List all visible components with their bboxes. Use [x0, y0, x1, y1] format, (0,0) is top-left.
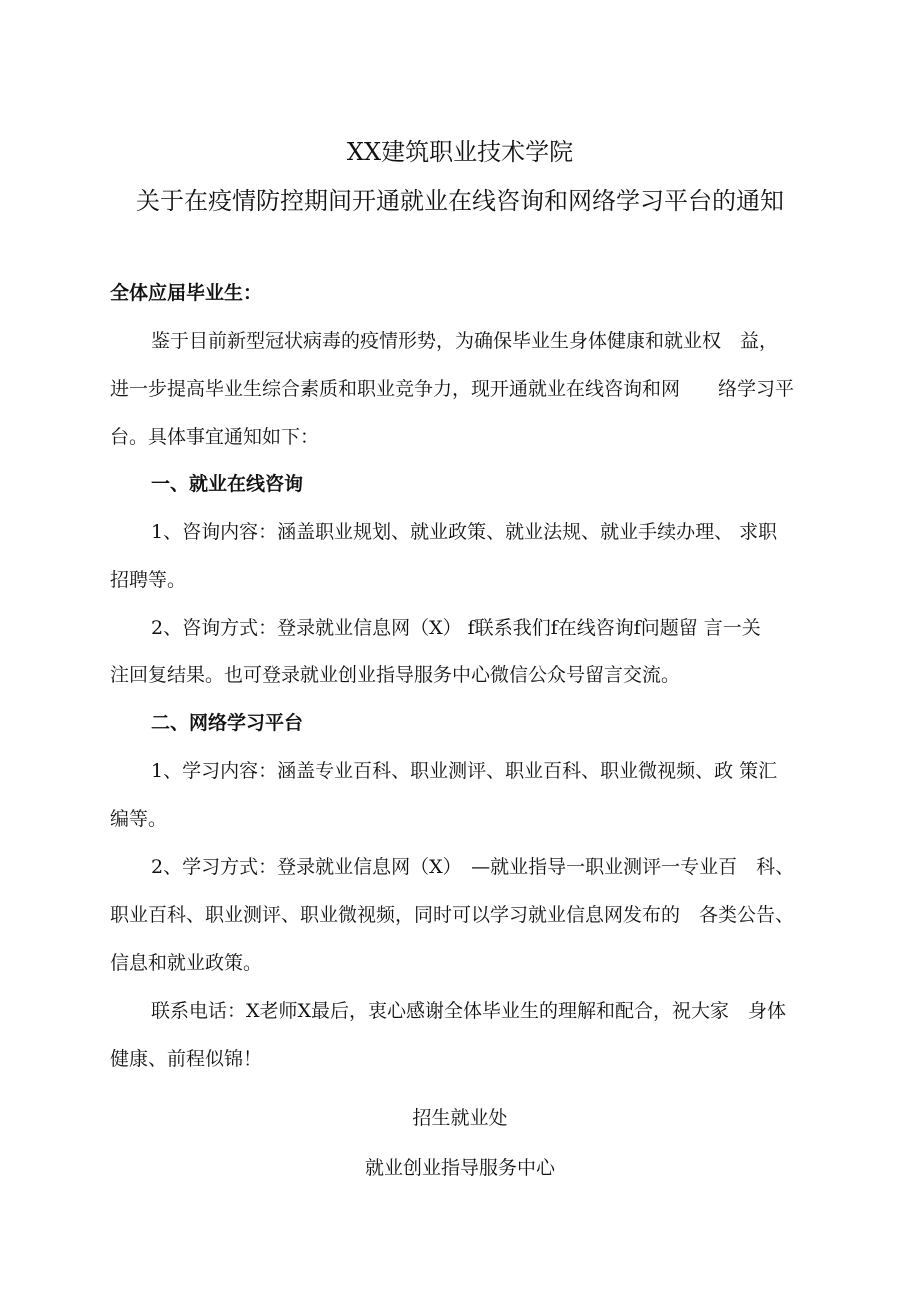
closing-line-2: 健康、前程似锦！ [110, 1048, 263, 1070]
intro-line-2: 进一步提高毕业生综合素质和职业竞争力，现开通就业在线咨询和网 络学习平 [110, 378, 795, 400]
intro-line-3: 台。具体事宜通知如下： [110, 426, 320, 448]
section1-item2-line-1: 2、咨询方式：登录就业信息网（X） f联系我们f在线咨询f问题留 言一关 [151, 617, 761, 639]
section2-item1-line-1: 1、学习内容：涵盖专业百科、职业测评、职业百科、职业微视频、政 策汇 [151, 760, 778, 782]
section2-item2-line-3: 信息和就业政策。 [110, 952, 263, 974]
section2-heading: 二、网络学习平台 [151, 712, 304, 734]
document-title-school: XX建筑职业技术学院 [346, 138, 574, 166]
section1-item1-line-1: 1、咨询内容：涵盖职业规划、就业政策、就业法规、就业手续办理、 求职 [151, 521, 778, 543]
section2-item2-line-1: 2、学习方式：登录就业信息网（X） —就业指导一职业测评一专业百 科、 [151, 856, 795, 878]
document-title-notice: 关于在疫情防控期间开通就业在线咨询和网络学习平台的通知 [136, 187, 784, 215]
section1-item1-line-2: 招聘等。 [110, 569, 187, 591]
section1-heading: 一、就业在线咨询 [151, 473, 304, 495]
salutation: 全体应届毕业生： [110, 282, 263, 304]
signature-office: 招生就业处 [412, 1107, 508, 1129]
intro-line-1: 鉴于目前新型冠状病毒的疫情形势，为确保毕业生身体健康和就业权 益， [151, 330, 779, 352]
closing-line-1: 联系电话：X老师X最后，衷心感谢全体毕业生的理解和配合，祝大家 身体 [151, 1000, 787, 1022]
section2-item2-line-2: 职业百科、职业测评、职业微视频，同时可以学习就业信息网发布的 各类公告、 [110, 904, 795, 926]
section2-item1-line-2: 编等。 [110, 808, 168, 830]
signature-center: 就业创业指导服务中心 [364, 1157, 555, 1179]
section1-item2-line-2: 注回复结果。也可登录就业创业指导服务中心微信公众号留言交流。 [110, 664, 681, 686]
